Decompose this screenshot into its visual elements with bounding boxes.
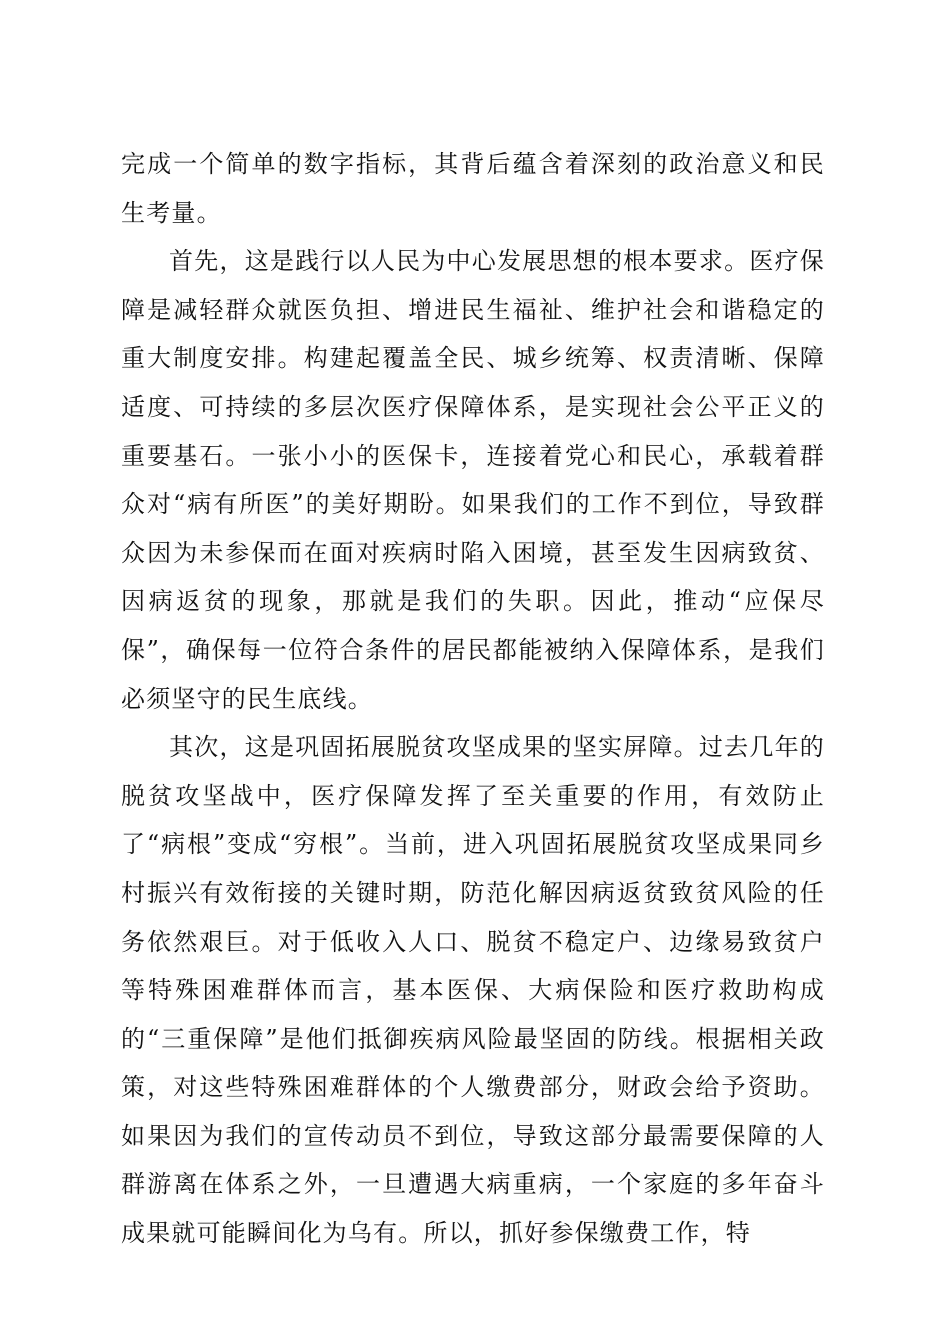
document-body <box>121 140 825 1258</box>
paragraph-continuation: 完成一个简单的数字指标，其背后蕴含着深刻的政治意义和民生考量。 <box>121 150 825 227</box>
paragraph-second-point: 其次，这是巩固拓展脱贫攻坚成果的坚实屏障。过去几年的脱贫攻坚战中，医疗保障发挥了至关重要的作用，有效防止了“病根”变成“穷根”。当前，进入巩固拓展脱贫攻坚成果同乡村振兴有效衔接的关键时期，防范化解因病返贫致贫风险的任务依然艰巨。对于低收入人口、脱贫不稳定户、边缘易致贫户等特殊困难群体而言，基本医保、大病保险和医疗救助构成的“三重保障”是他们抵御疾病风险最坚固的防线。根据相关政策，对这些特殊困难群体的个人缴费部分，财政会给予资助。如果因为我们的宣传动员不到位，导致这部分最需要保障的人群游离在体系之外，一旦遭遇大病重病，一个家庭的多年奋斗成果就可能瞬间化为乌有。所以，抓好参保缴费工作，特 <box>121 733 825 1248</box>
paragraph-first-point: 首先，这是践行以人民为中心发展思想的根本要求。医疗保障是减轻群众就医负担、增进民生福祉、维护社会和谐稳定的重大制度安排。构建起覆盖全民、城乡统筹、权责清晰、保障适度、可持续的多层次医疗保障体系，是实现社会公平正义的重要基石。一张小小的医保卡，连接着党心和民心，承载着群众对“病有所医”的美好期盼。如果我们的工作不到位，导致群众因为未参保而在面对疾病时陷入困境，甚至发生因病致贫、因病返贫的现象，那就是我们的失职。因此，推动“应保尽保”，确保每一位符合条件的居民都能被纳入保障体系，是我们必须坚守的民生底线。 <box>121 247 825 713</box>
